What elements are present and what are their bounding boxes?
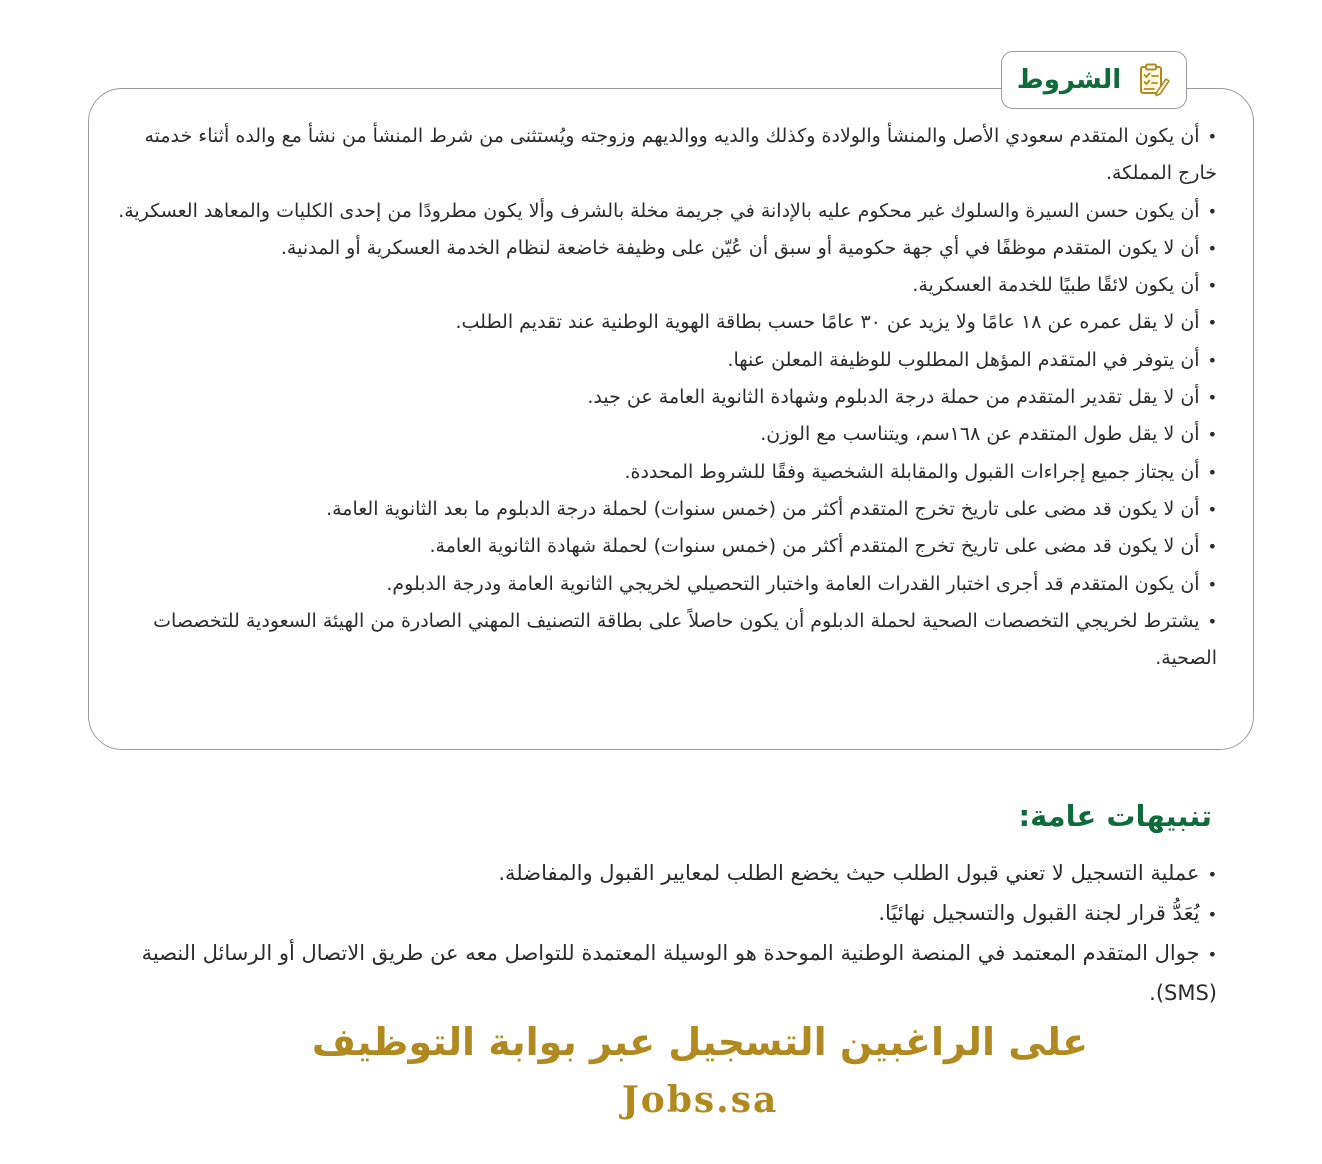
bullet-icon: •: [1207, 945, 1217, 964]
condition-text: أن لا يقل عمره عن ١٨ عامًا ولا يزيد عن ٣٠ عامًا حسب بطاقة الهوية الوطنية عند تقديم الطلب.: [455, 311, 1200, 334]
condition-item: [112, 342, 1217, 379]
condition-text: أن يكون المتقدم سعودي الأصل والمنشأ والولادة وكذلك والديه ووالديهم وزوجته ويُستثنى من شرط المنشأ من نشأ مع والده أثناء خدمته خارج المملكة.: [144, 125, 1217, 185]
conditions-list: [112, 118, 1217, 677]
bullet-icon: •: [1207, 201, 1217, 221]
notes-heading: تنبيهات عامة:: [1018, 799, 1212, 833]
condition-text: أن لا يكون المتقدم موظفًا في أي جهة حكومية أو سبق أن عُيّن على وظيفة خاضعة لنظام الخدمة العسكرية أو المدنية.: [280, 236, 1200, 259]
conditions-title: الشروط: [1016, 65, 1122, 95]
note-text: عملية التسجيل لا تعني قبول الطلب حيث يخضع الطلب لمعايير القبول والمفاضلة.: [498, 861, 1200, 885]
condition-item: [112, 379, 1217, 416]
note-item: [92, 854, 1217, 894]
bullet-icon: •: [1207, 905, 1217, 924]
condition-text: أن يكون لائقًا طبيًا للخدمة العسكرية.: [912, 274, 1200, 297]
condition-item: [112, 454, 1217, 491]
bullet-icon: •: [1207, 611, 1217, 631]
conditions-title-tab: [1001, 51, 1187, 109]
condition-text: أن لا يقل طول المتقدم عن ١٦٨سم، ويتناسب مع الوزن.: [760, 423, 1200, 446]
condition-text: يشترط لخريجي التخصصات الصحية لحملة الدبلوم أن يكون حاصلاً على بطاقة التصنيف المهني الصادرة من الهيئة السعودية للتخصصات الصحية.: [153, 609, 1217, 670]
condition-text: أن لا يكون قد مضى على تاريخ تخرج المتقدم أكثر من (خمس سنوات) لحملة درجة الدبلوم ما بعد الثانوية العامة.: [326, 497, 1200, 520]
condition-item: [112, 566, 1217, 603]
condition-item: [112, 603, 1217, 678]
condition-item: [112, 304, 1217, 341]
condition-text: أن يتوفر في المتقدم المؤهل المطلوب للوظيفة المعلن عنها.: [727, 348, 1200, 371]
note-text: يُعَدُّ قرار لجنة القبول والتسجيل نهائيًا.: [878, 901, 1200, 925]
condition-text: أن يجتاز جميع إجراءات القبول والمقابلة الشخصية وفقًا للشروط المحددة.: [624, 460, 1200, 483]
bullet-icon: •: [1207, 276, 1217, 296]
condition-item: [112, 491, 1217, 528]
condition-item: [112, 267, 1217, 304]
checklist-icon: [1135, 62, 1171, 98]
note-text: جوال المتقدم المعتمد في المنصة الوطنية الموحدة هو الوسيلة المعتمدة للتواصل معه عن طريق الاتصال أو الرسائل النصية (SMS).: [141, 941, 1217, 1005]
condition-item: [112, 118, 1217, 193]
bullet-icon: •: [1207, 425, 1217, 445]
condition-text: أن يكون المتقدم قد أجرى اختبار القدرات العامة واختبار التحصيلي لخريجي الثانوية العامة ودرجة الدبلوم.: [386, 572, 1200, 595]
condition-text: أن لا يكون قد مضى على تاريخ تخرج المتقدم أكثر من (خمس سنوات) لحملة شهادة الثانوية العامة.: [429, 535, 1200, 558]
condition-item: [112, 230, 1217, 267]
note-item: [92, 894, 1217, 934]
bullet-icon: •: [1207, 238, 1217, 258]
bullet-icon: •: [1207, 350, 1217, 370]
note-item: [92, 934, 1217, 1012]
bullet-icon: •: [1207, 388, 1217, 408]
condition-text: أن لا يقل تقدير المتقدم من حملة درجة الدبلوم وشهادة الثانوية العامة عن جيد.: [587, 386, 1200, 409]
condition-item: [112, 193, 1217, 230]
notes-list: [92, 854, 1217, 1012]
condition-item: [112, 528, 1217, 565]
bullet-icon: •: [1207, 537, 1217, 557]
condition-item: [112, 416, 1217, 453]
condition-text: أن يكون حسن السيرة والسلوك غير محكوم عليه بالإدانة في جريمة مخلة بالشرف وألا يكون مطرودًا من إحدى الكليات والمعاهد العسكرية.: [118, 199, 1200, 222]
bullet-icon: •: [1207, 574, 1217, 594]
registration-call-to-action: على الراغبين التسجيل عبر بوابة التوظيف: [311, 1020, 1089, 1064]
bullet-icon: •: [1207, 462, 1217, 482]
bullet-icon: •: [1207, 865, 1217, 884]
bullet-icon: •: [1207, 499, 1217, 519]
bullet-icon: •: [1207, 313, 1217, 333]
jobs-website-link[interactable]: Jobs.sa: [621, 1079, 779, 1121]
bullet-icon: •: [1207, 127, 1217, 146]
